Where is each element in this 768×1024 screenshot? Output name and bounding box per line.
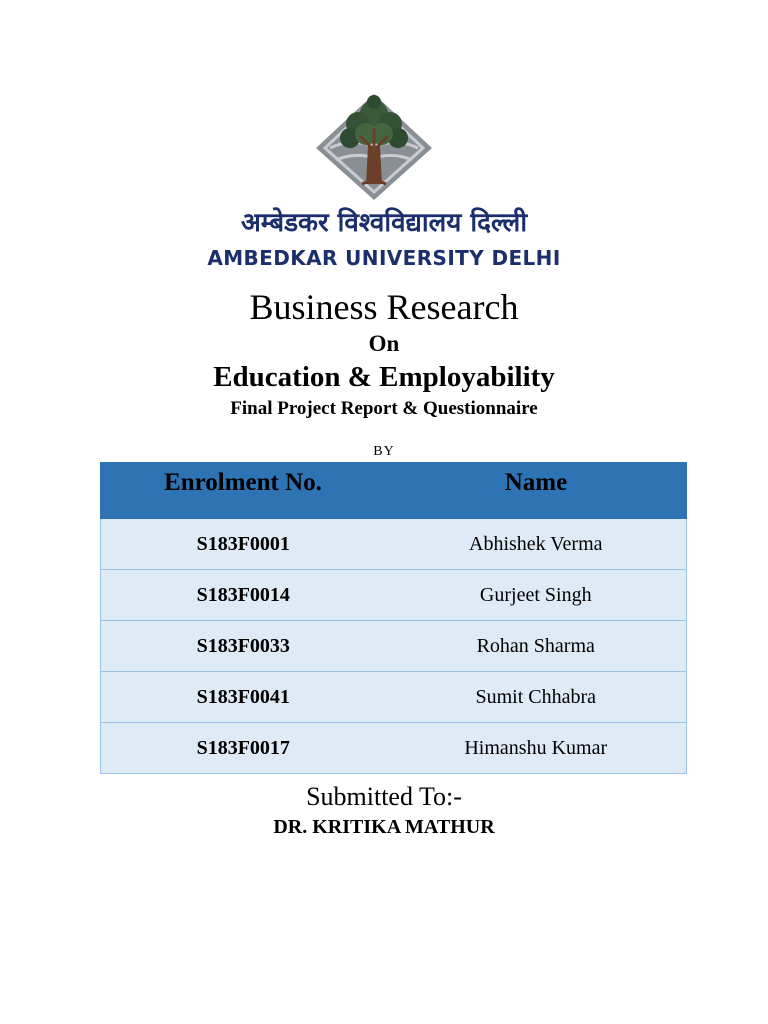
column-header-enrolment: Enrolment No. [101, 463, 386, 519]
name-cell: Himanshu Kumar [386, 723, 687, 774]
tree-diamond-emblem-icon [310, 88, 438, 200]
table-row [101, 621, 687, 672]
submitted-to-label: Submitted To:- [306, 782, 462, 811]
enrolment-cell: S183F0001 [101, 519, 386, 570]
table-row [101, 570, 687, 621]
column-header-name: Name [386, 463, 687, 519]
enrolment-cell: S183F0033 [101, 621, 386, 672]
by-label: BY [373, 444, 395, 459]
name-cell: Gurjeet Singh [386, 570, 687, 621]
report-title: Business Research [249, 287, 519, 327]
name-cell: Rohan Sharma [386, 621, 687, 672]
table-row [101, 723, 687, 774]
members-table [100, 462, 687, 774]
university-hindi-name: अम्बेडकर विश्वविद्यालय दिल्ली [240, 208, 528, 238]
name-cell: Abhishek Verma [386, 519, 687, 570]
submitted-to-name: DR. KRITIKA MATHUR [273, 816, 495, 838]
table-header-row [101, 463, 687, 519]
name-cell: Sumit Chhabra [386, 672, 687, 723]
table-row [101, 672, 687, 723]
enrolment-cell: S183F0041 [101, 672, 386, 723]
table-row [101, 519, 687, 570]
enrolment-cell: S183F0017 [101, 723, 386, 774]
enrolment-cell: S183F0014 [101, 570, 386, 621]
report-on: On [368, 331, 400, 356]
report-subject: Education & Employability [213, 361, 555, 393]
report-subtitle: Final Project Report & Questionnaire [230, 398, 538, 419]
university-english-name: AMBEDKAR UNIVERSITY DELHI [207, 246, 561, 270]
